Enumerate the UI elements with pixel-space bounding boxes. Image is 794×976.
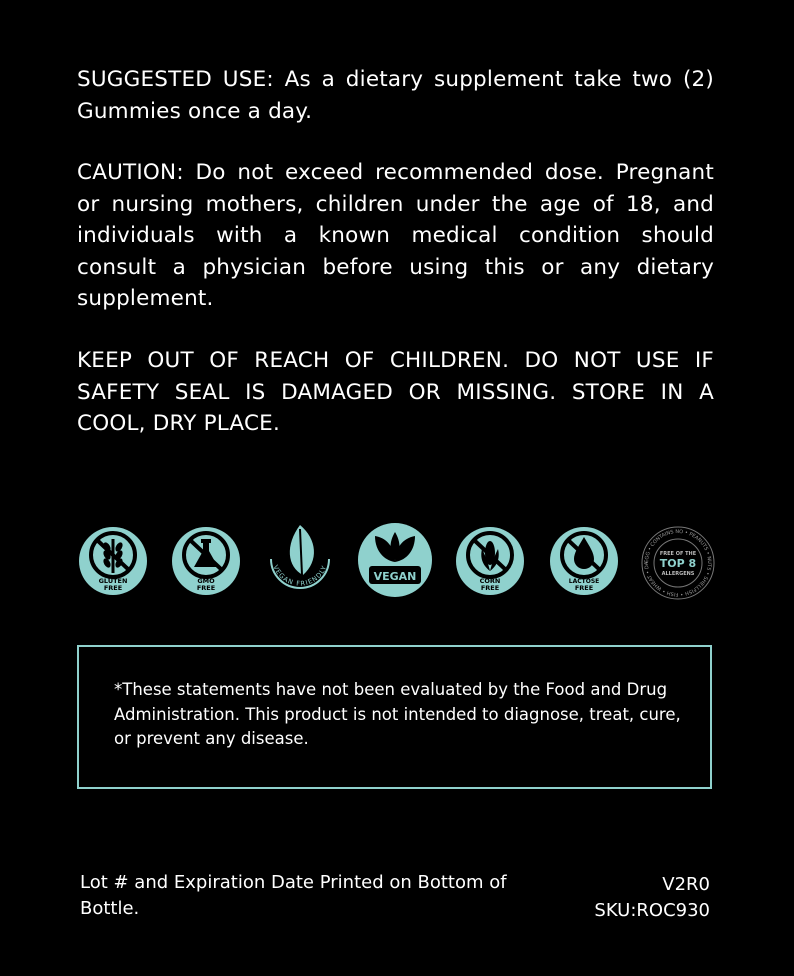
- gluten-free-badge: [77, 525, 149, 597]
- drop-icon: [548, 525, 620, 597]
- seal-allergens-label: ALLERGENS: [661, 571, 695, 577]
- fda-disclaimer-box: [77, 645, 712, 789]
- corn-free-label: FREE: [480, 584, 500, 592]
- vegan-friendly-badge: [263, 521, 337, 597]
- corn-free-badge: [454, 525, 526, 597]
- top8-allergens-free-seal: [641, 526, 715, 600]
- vegan-label: VEGAN: [373, 570, 417, 583]
- keep-out-warning-text: KEEP OUT OF REACH OF CHILDREN. DO NOT USE IF SAFETY SEAL IS DAMAGED OR MISSING. STORE IN A COOL, DRY PLACE.: [77, 348, 714, 436]
- vegan-badge: [357, 522, 433, 598]
- sprout-icon: [357, 522, 433, 598]
- seal-ring-text: EGG • CONTAINS NO • PEANUTS • NUTS • SHELLFISH • FISH • WHEAT • DA: [643, 528, 713, 598]
- lactose-free-badge: [548, 525, 620, 597]
- wheat-icon: [77, 525, 149, 597]
- lot-expiration-note: Lot # and Expiration Date Printed on Bottom of Bottle.: [80, 872, 507, 919]
- caution-text: CAUTION: Do not exceed recommended dose. Pregnant or nursing mothers, children under the age of 18, and individuals with a known medical condition should consult a physician before using this or any dietary supplement.: [77, 160, 714, 311]
- lactose-free-label: FREE: [574, 584, 594, 592]
- version-code: V2R0: [662, 874, 710, 895]
- lactose-label: LACTOSE: [568, 578, 600, 585]
- corn-icon: [454, 525, 526, 597]
- vegan-friendly-label: VEGAN FRIENDLY: [271, 563, 329, 588]
- gluten-label: GLUTEN: [98, 577, 128, 585]
- allergen-seal-icon: [641, 526, 715, 600]
- gmo-free-badge: [170, 525, 242, 597]
- fda-disclaimer-text: *These statements have not been evaluated by the Food and Drug Administration. This product is not intended to diagnose, treat, cure, or prevent any disease.: [114, 680, 681, 748]
- flask-icon: [170, 525, 242, 597]
- corn-label: CORN: [479, 577, 501, 585]
- gluten-free-label: FREE: [103, 584, 123, 592]
- suggested-use-text: SUGGESTED USE: As a dietary supplement take two (2) Gummies once a day.: [77, 67, 714, 124]
- leaf-icon: [263, 521, 337, 597]
- seal-free-of-label: FREE OF THE: [659, 551, 697, 557]
- sku-code: SKU:ROC930: [594, 900, 710, 921]
- seal-top8-label: TOP 8: [659, 557, 697, 570]
- gmo-free-label: FREE: [196, 584, 216, 592]
- version-sku-block: [594, 872, 710, 924]
- gmo-label: GMO: [197, 577, 215, 585]
